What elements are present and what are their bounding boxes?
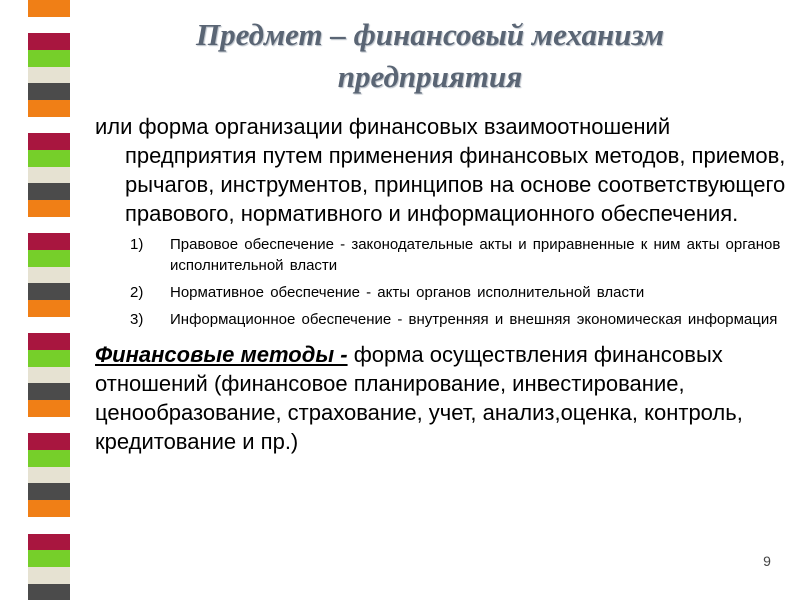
list-item-text: Информационное обеспечение - внутренняя и внешняя экономическая информация (170, 311, 778, 328)
list-item-text: Нормативное обеспечение - акты органов исполнительной власти (170, 284, 645, 301)
intro-paragraph: или форма организации финансовых взаимоотношений предприятия путем применения финансовых методов, приемов, рычагов, инструментов, принципов на основе соответствующего правового, нормативного и информационного обеспечения. (95, 114, 786, 226)
stripe-segment (28, 83, 70, 100)
stripe-segment (28, 200, 70, 217)
list-item-number: 1) (130, 236, 144, 253)
stripe-segment (28, 0, 70, 17)
page-number: 9 (763, 553, 771, 569)
defined-term: Финансовые методы - (95, 342, 348, 367)
stripe-segment (28, 467, 70, 484)
stripe-segment (28, 400, 70, 417)
list-item (95, 234, 795, 276)
stripe-segment (28, 517, 70, 534)
stripe-segment (28, 267, 70, 284)
stripe-segment (28, 483, 70, 500)
slide-title-line-1: Предмет – финансовый механизм (195, 17, 665, 52)
stripe-segment (28, 350, 70, 367)
stripe-segment (28, 534, 70, 551)
stripe-segment (28, 217, 70, 234)
stripe-segment (28, 300, 70, 317)
stripe-segment (28, 567, 70, 584)
stripe-segment (28, 233, 70, 250)
decorative-stripe-bar (28, 0, 70, 600)
stripe-segment (28, 17, 70, 34)
list-item (95, 282, 795, 303)
stripe-segment (28, 317, 70, 334)
stripe-segment (28, 133, 70, 150)
stripe-segment (28, 167, 70, 184)
stripe-segment (28, 417, 70, 434)
stripe-segment (28, 117, 70, 134)
stripe-segment (28, 333, 70, 350)
list-item-text: Правовое обеспечение - законодательные акты и приравненные к ним акты органов исполнительной власти (170, 236, 781, 274)
stripe-segment (28, 500, 70, 517)
slide-title (100, 14, 760, 98)
stripe-segment (28, 584, 70, 600)
stripe-segment (28, 50, 70, 67)
stripe-segment (28, 433, 70, 450)
list-item (95, 309, 795, 330)
slide-title-line-2: предприятия (337, 59, 523, 94)
list-item-number: 3) (130, 311, 144, 328)
stripe-segment (28, 100, 70, 117)
stripe-segment (28, 383, 70, 400)
stripe-segment (28, 283, 70, 300)
stripe-segment (28, 183, 70, 200)
list-item-number: 2) (130, 284, 144, 301)
definition-paragraph (95, 340, 795, 456)
slide-body (95, 112, 795, 456)
term-definition: форма осуществления финансовых отношений (финансовое планирование, инвестирование, ценообразование, страхование, учет, анализ,оценка, контроль, кредитование и пр.) (95, 342, 743, 454)
numbered-list (95, 234, 795, 330)
stripe-segment (28, 550, 70, 567)
stripe-segment (28, 67, 70, 84)
stripe-segment (28, 250, 70, 267)
stripe-segment (28, 367, 70, 384)
stripe-segment (28, 450, 70, 467)
stripe-segment (28, 33, 70, 50)
stripe-segment (28, 150, 70, 167)
